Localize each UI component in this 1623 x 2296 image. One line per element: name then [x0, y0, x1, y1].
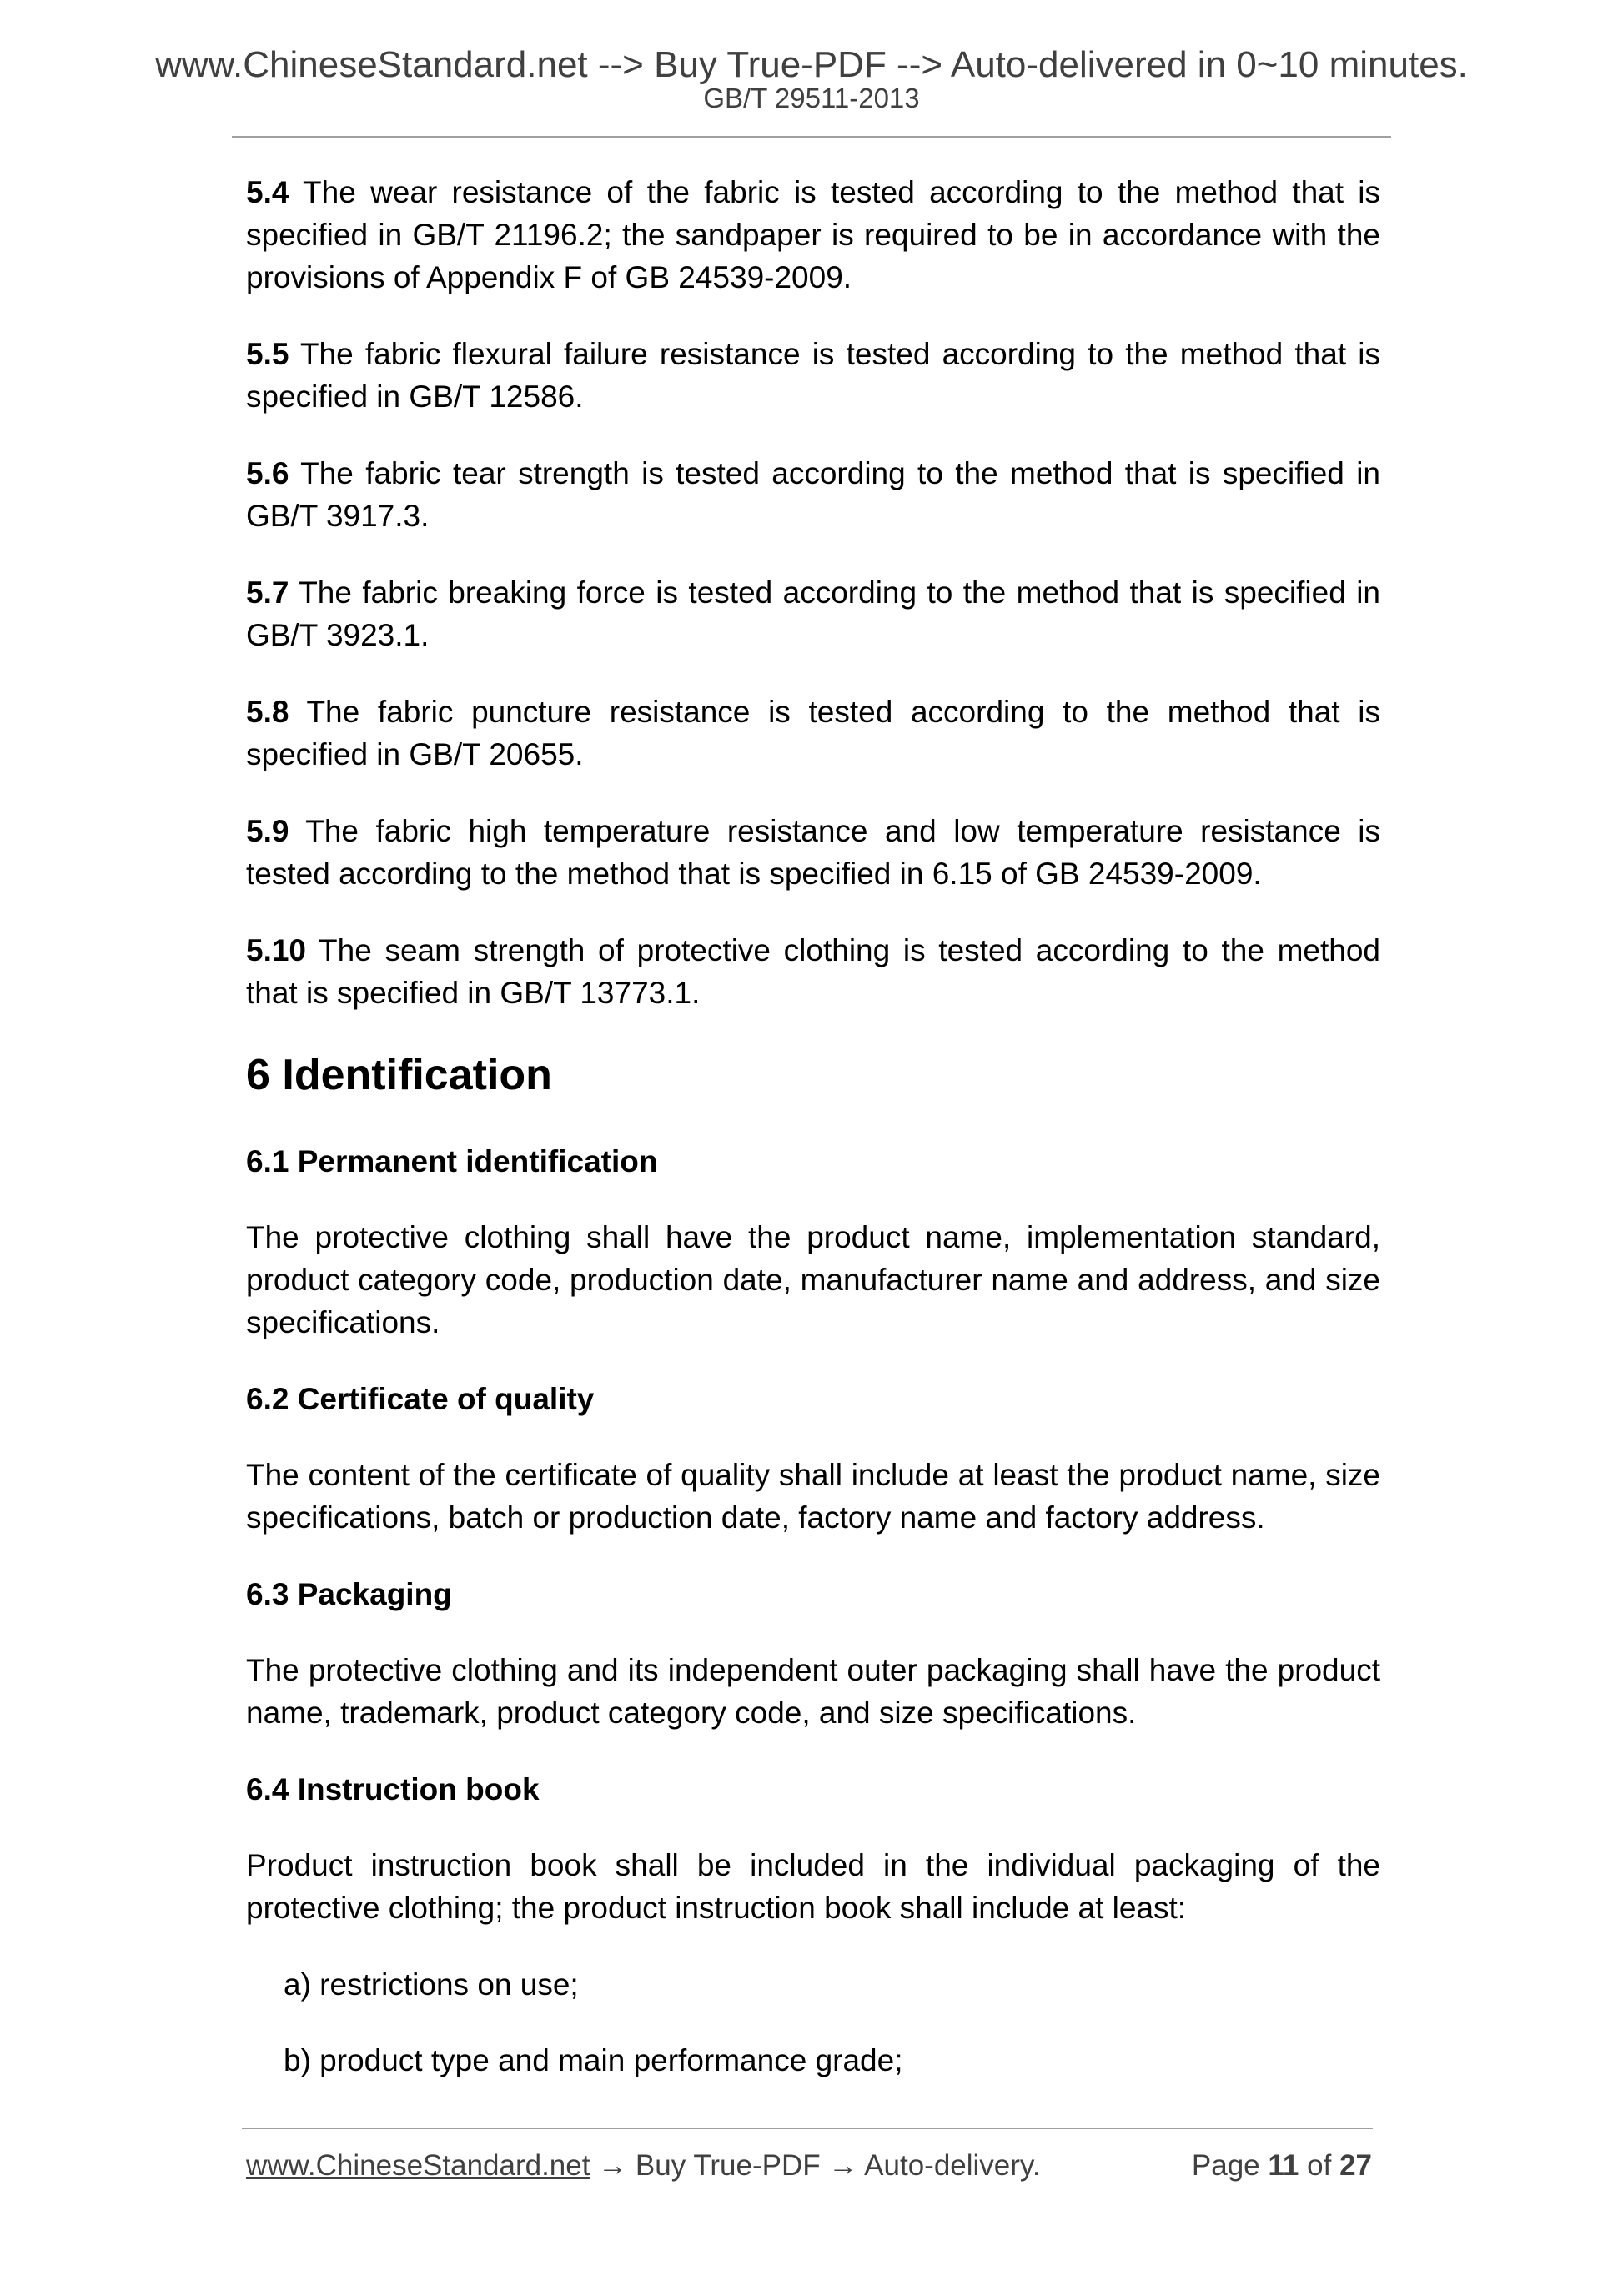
clause-text: The fabric tear strength is tested according to the method that is specified in GB/T 3917.3. [246, 456, 1380, 533]
section-6-3-heading: 6.3 Packaging [246, 1577, 452, 1611]
list-item: b) product type and main performance grade; [284, 2043, 903, 2077]
clause-text: The fabric breaking force is tested according to the method that is specified in GB/T 3923.1. [246, 575, 1380, 652]
clause-number: 5.4 [246, 175, 289, 209]
clause-text: The fabric flexural failure resistance is tested according to the method that is specified in GB/T 12586. [246, 337, 1380, 414]
section-6-4-heading: 6.4 Instruction book [246, 1772, 540, 1806]
footer-site-link[interactable]: www.ChineseStandard.net [246, 2149, 590, 2182]
page-body [246, 171, 1380, 2115]
document-code: GB/T 29511-2013 [703, 83, 920, 113]
clause-number: 5.9 [246, 814, 289, 848]
page-footer [246, 2146, 1372, 2186]
section-6-2-heading: 6.2 Certificate of quality [246, 1382, 595, 1416]
section-6-1-heading: 6.1 Permanent identification [246, 1144, 658, 1178]
clause-number: 5.7 [246, 575, 289, 610]
page-indicator [1192, 2146, 1372, 2186]
section-6-heading: 6 Identification [246, 1051, 552, 1099]
section-6-4-text: Product instruction book shall be included in the individual packaging of the protective clothing; the product instruction book shall include at least: [246, 1848, 1380, 1925]
clause-5-6 [246, 452, 1380, 537]
clause-text: The fabric high temperature resistance and low temperature resistance is tested according to the method that is specified in 6.15 of GB 24539-2009. [246, 814, 1380, 891]
clause-text: The seam strength of protective clothing is tested according to the method that is specified in GB/T 13773.1. [246, 933, 1380, 1010]
section-6-1-text: The protective clothing shall have the product name, implementation standard, product category code, production date, manufacturer name and address, and size specifications. [246, 1220, 1380, 1339]
header-divider [232, 136, 1391, 138]
clause-number: 5.5 [246, 337, 289, 371]
page-total: 27 [1339, 2149, 1372, 2182]
clause-number: 5.6 [246, 456, 289, 490]
section-6-3-text: The protective clothing and its independent outer packaging shall have the product name, trademark, product category code, and size specifications. [246, 1653, 1380, 1730]
clause-5-9 [246, 810, 1380, 895]
list-item: a) restrictions on use; [284, 1967, 579, 2002]
clause-5-4 [246, 171, 1380, 299]
page-number: 11 [1268, 2149, 1299, 2182]
page-label: Page [1191, 2149, 1260, 2182]
clause-number: 5.10 [246, 933, 307, 967]
header-banner: www.ChineseStandard.net --> Buy True-PDF --> Auto-delivered in 0~10 minutes. [155, 44, 1468, 85]
footer-divider [242, 2128, 1373, 2129]
clause-5-5 [246, 333, 1380, 418]
clause-5-7 [246, 571, 1380, 656]
instruction-list [246, 1963, 1380, 2082]
clause-5-10 [246, 929, 1380, 1014]
clause-number: 5.8 [246, 695, 289, 729]
clause-5-8 [246, 691, 1380, 776]
section-6-2-text: The content of the certificate of quality shall include at least the product name, size specifications, batch or production date, factory name and factory address. [246, 1458, 1380, 1535]
footer-tagline: → Buy True-PDF → Auto-delivery. [590, 2149, 1041, 2182]
clause-text: The wear resistance of the fabric is tested according to the method that is specified in GB/T 21196.2; the sandpaper is required to be in accordance with the provisions of Appendix F of GB 24539-2009. [246, 175, 1380, 294]
clause-text: The fabric puncture resistance is tested according to the method that is specified in GB/T 20655. [246, 695, 1380, 771]
of-label: of [1307, 2149, 1332, 2182]
